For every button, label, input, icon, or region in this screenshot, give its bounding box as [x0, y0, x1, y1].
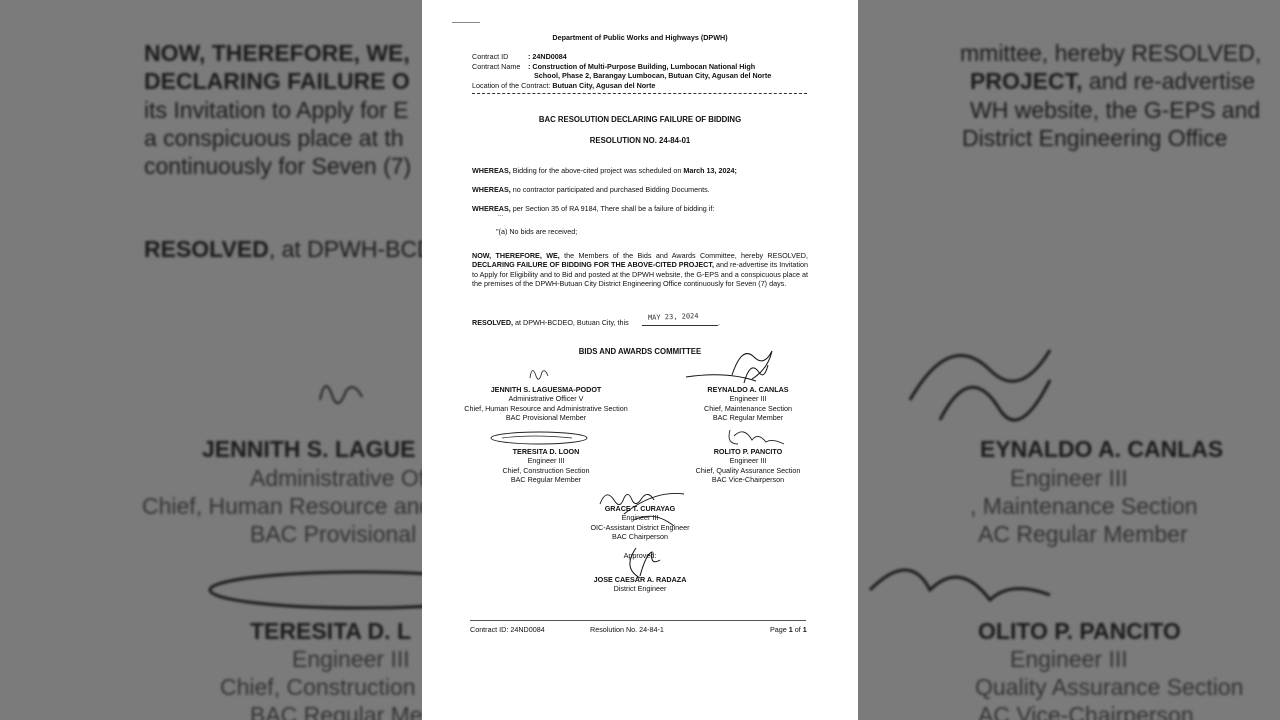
whereas-2: WHEREAS, no contractor participated and purchased Bidding Documents. — [472, 185, 710, 194]
header-divider — [472, 93, 807, 94]
resolution-title: BAC RESOLUTION DECLARING FAILURE OF BIDDING — [538, 115, 742, 124]
left-dim-overlay — [0, 0, 422, 720]
location-row: Location of the Contract: Butuan City, Agusan del Norte — [472, 81, 656, 90]
resolution-number: RESOLUTION NO. 24-84-01 — [589, 136, 691, 145]
handwritten-date: MAY 23, 2024 — [647, 312, 699, 322]
resolved-line: RESOLVED, at DPWH-BCDEO, Butuan City, this — [472, 318, 629, 327]
corner-mark — [452, 22, 480, 23]
member-laguesma: JENNITH S. LAGUESMA-PODOT Administrative Officer V Chief, Human Resource and Administrative Section BAC Provisional Member — [464, 385, 628, 423]
approver-radaza: JOSE CAESAR A. RADAZA District Engineer — [593, 575, 687, 594]
member-pancito: ROLITO P. PANCITO Engineer III Chief, Quality Assurance Section BAC Vice-Chairperson — [695, 447, 801, 485]
signature-loon-icon — [488, 428, 590, 448]
member-loon: TERESITA D. LOON Engineer III Chief, Construction Section BAC Regular Member — [502, 447, 590, 485]
right-dim-overlay — [858, 0, 1280, 720]
footer-resolution-no: Resolution No. 24-84-1 — [590, 625, 664, 634]
contract-name-value: : Construction of Multi-Purpose Building, Lumbocan National High School, Phase 2, Barangay Lumbocan, Butuan City, Agusan del Norte — [528, 62, 772, 81]
whereas-3: WHEREAS, per Section 35 of RA 9184, There shall be a failure of bidding if: — [472, 204, 715, 213]
ellipsis: ... — [498, 212, 504, 218]
chairperson-curayag: GRACE T. CURAYAG Engineer III OIC-Assistant District Engineer BAC Chairperson — [590, 504, 690, 542]
contract-name-label: Contract Name — [472, 62, 521, 71]
now-therefore-paragraph: NOW, THEREFORE, WE, the Members of the Bids and Awards Committee, hereby RESOLVED, DECLARING FAILURE OF BIDDING FOR THE ABOVE-CITED PROJECT, and re-advertise its Invitation to Apply for Eligibility and to Bid and posted at the DPWH website, the G-EPS and a conspicuous place at the premises of the DPWH-Butuan City District Engineering Office continuously for Seven (7) days. — [472, 251, 808, 289]
quote-clause: "(a) No bids are received; — [496, 227, 578, 236]
date-underline — [642, 325, 718, 326]
signature-laguesma-icon — [526, 362, 550, 384]
footer-page-number: Page 1 of 1 — [770, 625, 807, 634]
resolved-end: . — [718, 318, 720, 327]
footer-contract-id: Contract ID: 24ND0084 — [470, 625, 545, 634]
document-page — [422, 0, 858, 720]
whereas-1: WHEREAS, Bidding for the above-cited project was scheduled on March 13, 2024; — [472, 166, 737, 175]
committee-title: BIDS AND AWARDS COMMITTEE — [578, 347, 702, 356]
contract-id-label: Contract ID — [472, 52, 509, 61]
approved-label: Approved: — [623, 551, 657, 560]
member-canlas: REYNALDO A. CANLAS Engineer III Chief, Maintenance Section BAC Regular Member — [704, 385, 792, 423]
contract-id-value: : 24ND0084 — [528, 52, 567, 61]
agency-header: Department of Public Works and Highways (DPWH) — [552, 33, 728, 42]
footer-divider — [470, 620, 806, 621]
